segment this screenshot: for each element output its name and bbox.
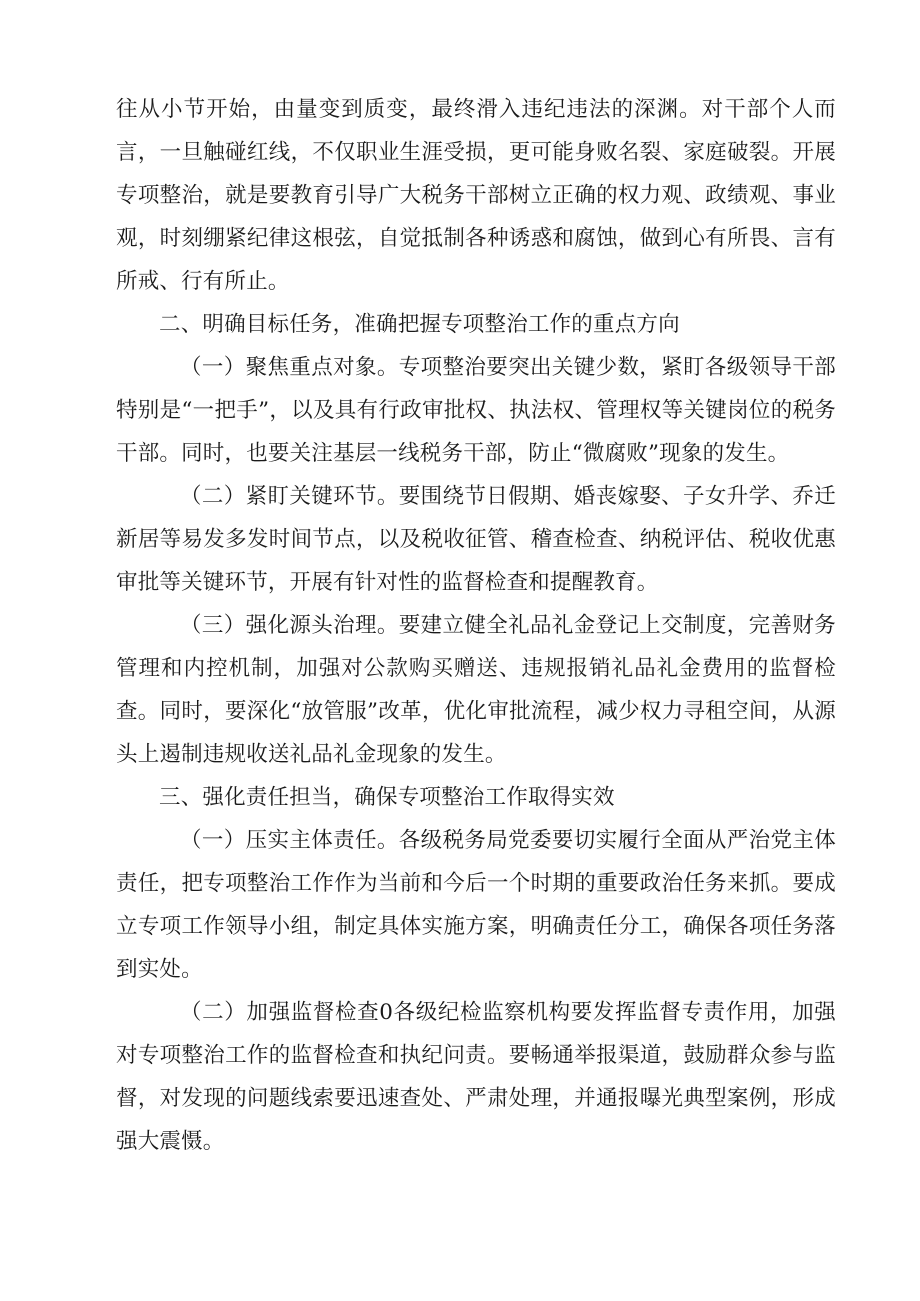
section-heading-three: 三、强化责任担当，确保专项整治工作取得实效 (159, 785, 615, 810)
document-body (116, 88, 836, 1163)
paragraph-key-links: （二）紧盯关键环节。要围绕节日假期、婚丧嫁娶、子女升学、乔迁新居等易发多发时间节点，以及税收征管、稽查检查、纳税评估、税收优惠审批等关键环节，开展有针对性的监督检查和提醒教育。 (116, 484, 836, 595)
section-heading-two: 二、明确目标任务，准确把握专项整治工作的重点方向 (159, 312, 680, 337)
paragraph-continuation: 往从小节开始，由量变到质变，最终滑入违纪违法的深渊。对干部个人而言，一旦触碰红线，不仅职业生涯受损，更可能身败名裂、家庭破裂。开展专项整治，就是要教育引导广大税务干部树立正确的权力观、政绩观、事业观，时刻绷紧纪律这根弦，自觉抵制各种诱惑和腐蚀，做到心有所畏、言有所戒、行有所止。 (116, 97, 836, 294)
paragraph-main-responsibility: （一）压实主体责任。各级税务局党委要切实履行全面从严治党主体责任，把专项整治工作作为当前和今后一个时期的重要政治任务来抓。要成立专项工作领导小组，制定具体实施方案，明确责任分工，确保各项任务落到实处。 (116, 828, 836, 982)
paragraph-source-governance: （三）强化源头治理。要建立健全礼品礼金登记上交制度，完善财务管理和内控机制，加强对公款购买赠送、违规报销礼品礼金费用的监督检查。同时，要深化“放管服”改革，优化审批流程，减少权力寻租空间，从源头上遏制违规收送礼品礼金现象的发生。 (116, 613, 836, 767)
paragraph-focus-key-targets: （一）聚焦重点对象。专项整治要突出关键少数，紧盯各级领导干部特别是“一把手”，以及具有行政审批权、执法权、管理权等关键岗位的税务干部。同时，也要关注基层一线税务干部，防止“微腐败”现象的发生。 (116, 355, 836, 466)
paragraph-supervision: （二）加强监督检查0各级纪检监察机构要发挥监督专责作用，加强对专项整治工作的监督检查和执纪问责。要畅通举报渠道，鼓励群众参与监督，对发现的问题线索要迅速查处、严肃处理，并通报曝光典型案例，形成强大震慑。 (116, 1000, 836, 1154)
